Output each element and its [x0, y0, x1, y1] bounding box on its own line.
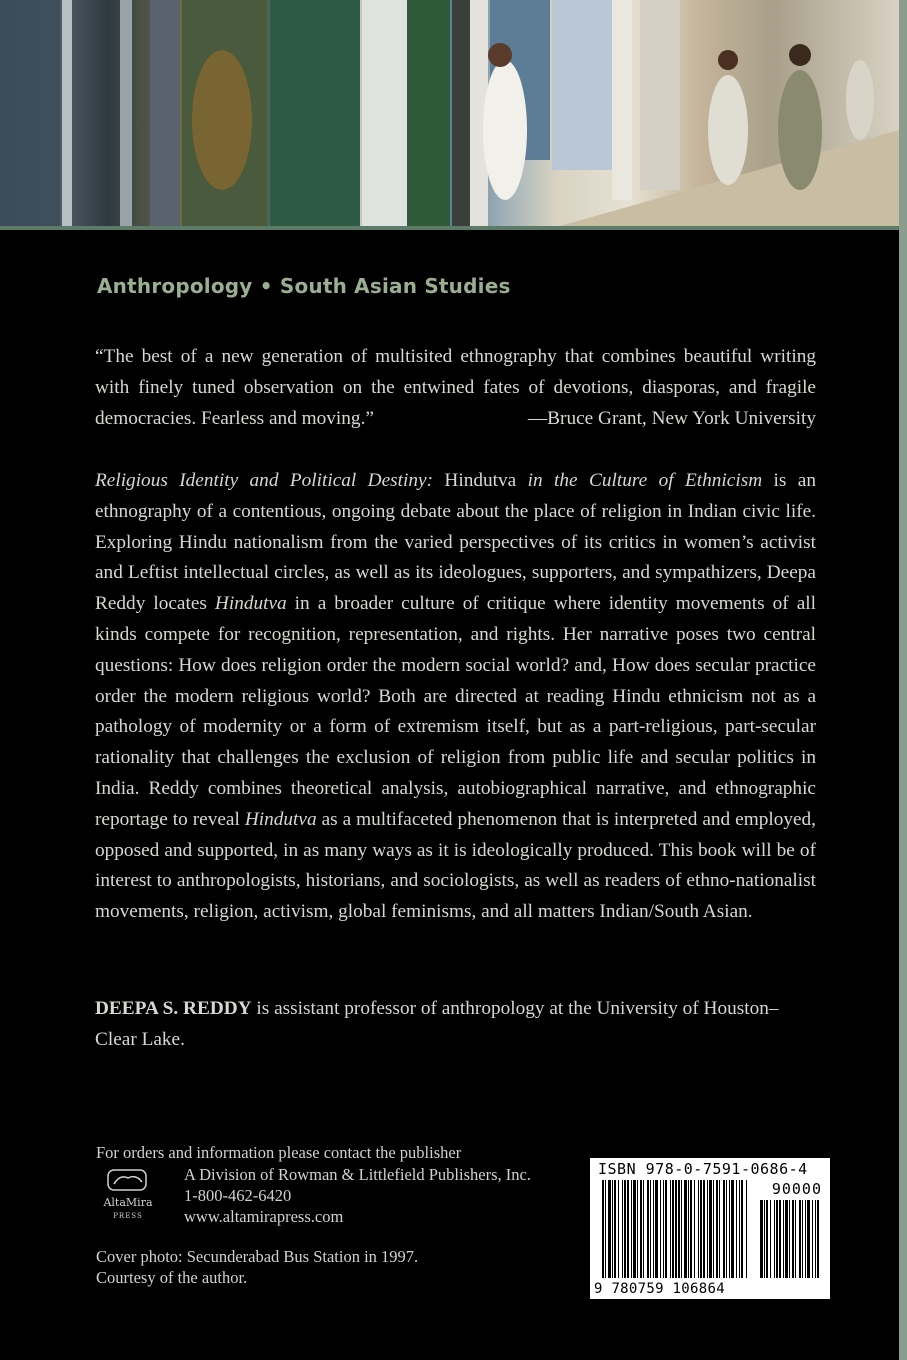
quote-text: “The best of a new generation of multisited ethnography that combines beautiful writing with finely tuned observation on the entwined fates of devotions, diasporas, and fragile democracies. Fearless and moving.” — [95, 346, 816, 429]
quote-attribution: —Bruce Grant, New York University — [527, 407, 816, 429]
italic-term-2: Hindutva — [244, 808, 317, 830]
title-part-3: in the Culture of Ethnicism — [527, 470, 763, 491]
photo-border — [0, 226, 899, 230]
photo-credit-line-2: Courtesy of the author. — [96, 1268, 248, 1287]
barcode-digits: 9 780759 106864 — [594, 1281, 725, 1297]
review-quote — [95, 342, 816, 434]
logo-sub: PRESS — [113, 1212, 143, 1220]
isbn-text: ISBN 978-0-7591-0686-4 — [598, 1160, 808, 1178]
author-name: DEEPA S. REDDY — [95, 998, 252, 1019]
book-description — [95, 466, 816, 928]
description-part-2: in a broader culture of critique where identity movements of all kinds compete for recognition, representation, and rights. Her narrative poses two central questions: How does religion order the modern social world? and, How does secular practice order the modern religious world? Both are directed at reading Hindu ethnicism not as a pathology of modernity or a form of extremism itself, but as a part-religious, part-secular rationality that challenges the exclusion of religion from public life and secular politics in India. Reddy combines theoretical analysis, autobiographical narrative, and ethnographic reportage to reveal — [95, 593, 816, 830]
publisher-division: A Division of Rowman & Littlefield Publishers, Inc. — [184, 1165, 531, 1184]
description-part-3: as a multifaceted phenomenon that is interpreted and employed, opposed and supported, in as many ways as it is ideologically produced. This book will be of interest to anthropologists, historians, and sociologists, as well as readers of ethno-nationalist movements, religion, activism, global feminisms, and all matters Indian/South Asian. — [95, 808, 816, 923]
altamira-logo — [96, 1164, 160, 1222]
publisher-phone: 1-800-462-6420 — [184, 1186, 292, 1205]
publisher-website[interactable]: www.altamirapress.com — [184, 1207, 344, 1226]
spine-edge — [899, 0, 907, 1360]
italic-term-1: Hindutva — [214, 593, 287, 615]
photo-scene — [0, 0, 899, 226]
barcode-bars — [590, 1158, 830, 1299]
author-bio — [95, 994, 816, 1056]
publisher-contact-line: For orders and information please contact the publisher — [96, 1143, 462, 1162]
title-part-1: Religious Identity and Political Destiny: — [95, 470, 434, 491]
price-code: 90000 — [771, 1180, 822, 1198]
logo-name: AltaMira — [103, 1196, 153, 1209]
subject-categories: Anthropology • South Asian Studies — [97, 274, 511, 298]
author-bio-text: is assistant professor of anthropology at the University of Houston–Clear Lake. — [95, 998, 779, 1050]
title-part-2: Hindutva — [433, 470, 528, 491]
description-part-1: is an ethnography of a contentious, ongoing debate about the place of religion in Indian civic life. Exploring Hindu nationalism from the varied perspectives of its critics in women’s activist and Leftist intellectual circles, as well as its ideologues, supporters, and sympathizers, Deepa Reddy locates — [95, 470, 817, 615]
cover-photo — [0, 0, 899, 226]
altamira-logo-icon — [96, 1164, 160, 1222]
isbn-barcode — [590, 1158, 830, 1299]
photo-credit-line-1: Cover photo: Secunderabad Bus Station in 1997. — [96, 1247, 419, 1266]
